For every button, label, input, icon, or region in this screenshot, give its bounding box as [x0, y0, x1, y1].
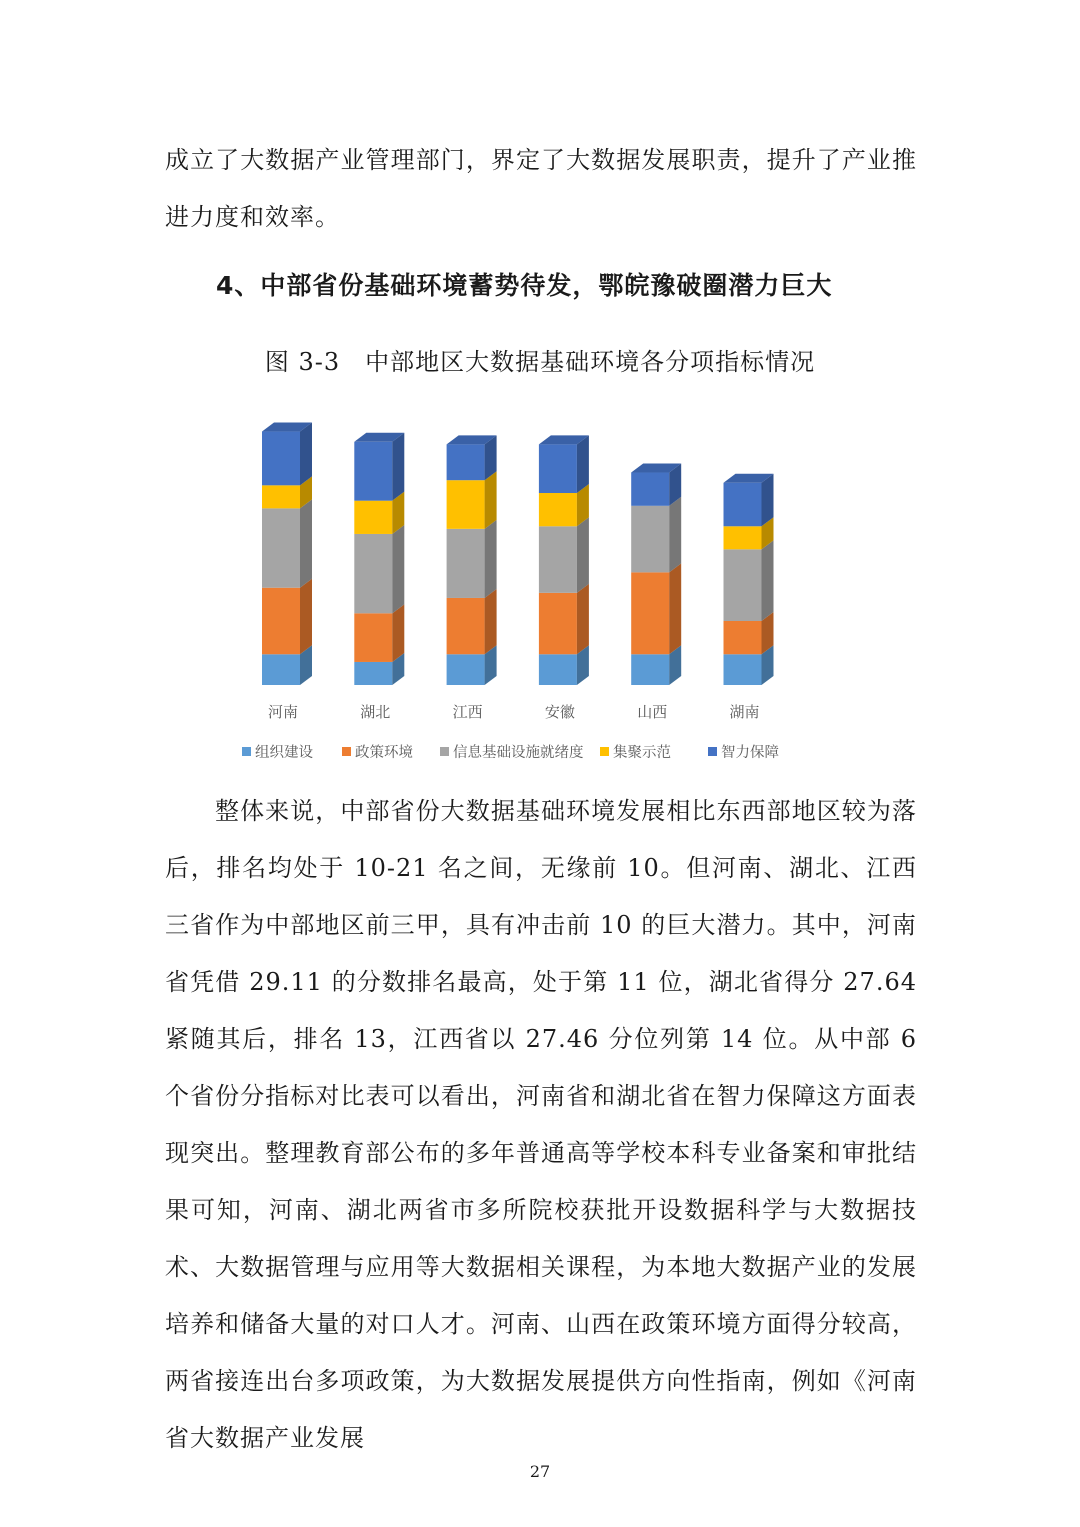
bar-segment	[724, 483, 762, 527]
bar-segment	[447, 480, 485, 529]
bar-segment-side	[392, 604, 404, 662]
bar-segment	[262, 654, 300, 685]
legend-swatch	[440, 747, 449, 756]
bar-segment	[354, 534, 392, 613]
bar-segment	[447, 529, 485, 598]
bar-segment-side	[485, 589, 497, 654]
chart	[230, 415, 820, 775]
bar-segment	[447, 654, 485, 685]
paragraph-intro: 成立了大数据产业管理部门，界定了大数据发展职责，提升了产业推进力度和效率。	[165, 146, 917, 231]
bar-segment	[354, 662, 392, 685]
x-tick-label: 江西	[452, 703, 483, 721]
bar-segment-side	[669, 563, 681, 654]
x-tick-label: 湖北	[360, 703, 391, 721]
bar-segment-side	[485, 520, 497, 598]
bar-segment	[724, 549, 762, 621]
bar-segment	[539, 526, 577, 593]
x-tick-label: 安徽	[544, 703, 575, 721]
bar-segment	[631, 572, 669, 654]
x-tick-label: 湖南	[729, 703, 760, 721]
bar-segment	[354, 442, 392, 501]
bar-segment-side	[669, 497, 681, 573]
bar-segment	[539, 654, 577, 685]
bar-segment-side	[485, 471, 497, 529]
bar-segment	[262, 508, 300, 587]
bar-segment	[539, 444, 577, 493]
bar-segment-side	[762, 540, 774, 621]
legend-label: 政策环境	[355, 745, 413, 761]
bar-segment	[262, 588, 300, 655]
x-tick-label: 山西	[637, 703, 668, 721]
bar-segment	[539, 493, 577, 526]
bar-segment-side	[577, 584, 589, 654]
legend-label: 智力保障	[721, 745, 779, 761]
bar-segment	[262, 485, 300, 508]
legend-swatch	[600, 747, 609, 756]
legend-swatch	[342, 747, 351, 756]
bar-segment	[631, 506, 669, 573]
bar-segment-side	[392, 525, 404, 613]
legend-swatch	[708, 747, 717, 756]
bar-segment	[724, 621, 762, 654]
bar-segment-side	[300, 579, 312, 655]
section-heading: 4、中部省份基础环境蓄势待发，鄂皖豫破圈潜力巨大	[216, 271, 833, 300]
bar-segment-side	[577, 435, 589, 493]
bar-segment	[724, 526, 762, 549]
bar-segment	[447, 598, 485, 654]
bar-segment	[262, 432, 300, 486]
bar-segment-side	[300, 423, 312, 486]
legend-label: 信息基础设施就绪度	[453, 745, 584, 761]
x-tick-label: 河南	[267, 703, 299, 721]
legend-swatch	[242, 747, 251, 756]
bar-segment	[539, 593, 577, 654]
bar-segment-side	[577, 517, 589, 593]
bar-segment	[631, 654, 669, 685]
paragraph-body: 整体来说，中部省份大数据基础环境发展相比东西部地区较为落后，排名均处于 10-21 名之间，无缘前 10。但河南、湖北、江西三省作为中部地区前三甲，具有冲击前 10 的巨大潜力。其中，河南省凭借 29.11 的分数排名最高，处于第 11 位，湖北省得分 27.64 紧随其后，排名 13，江西省以 27.46 分位列第 14 位。从中部 6 个省份分指标对比表可以看出，河南省和湖北省在智力保障这方面表现突出。整理教育部公布的多年普通高等学校本科专业备案和审批结果可知，河南、湖北两省市多所院校获批开设数据科学与大数据技术、大数据管理与应用等大数据相关课程，为本地大数据产业的发展培养和储备大量的对口人才。河南、山西在政策环境方面得分较高，两省接连出台多项政策，为大数据发展提供方向性指南，例如《河南省大数据产业发展	[165, 797, 917, 1452]
bar-segment	[631, 473, 669, 506]
bar-segment-side	[762, 474, 774, 527]
legend-label: 组织建设	[255, 745, 313, 761]
bar-segment	[354, 501, 392, 534]
bar-segment	[447, 444, 485, 480]
figure-caption: 图 3-3 中部地区大数据基础环境各分项指标情况	[264, 348, 816, 376]
stacked-bar-chart	[230, 415, 820, 775]
bar-segment-side	[300, 499, 312, 587]
bar-segment	[724, 654, 762, 685]
page-number: 27	[529, 1462, 551, 1481]
bar-segment	[354, 613, 392, 662]
legend-label: 集聚示范	[613, 745, 671, 761]
bar-segment-side	[392, 433, 404, 501]
